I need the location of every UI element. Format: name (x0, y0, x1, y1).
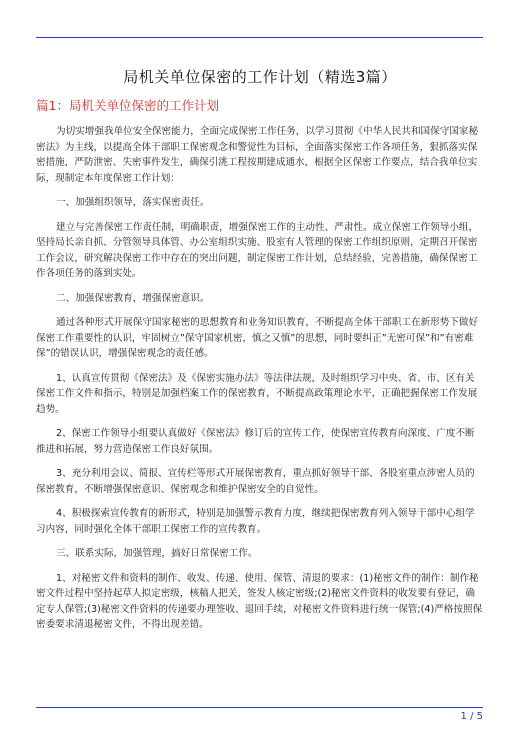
document-body (36, 124, 484, 633)
paragraph-item: 1、对秘密文件和资料的制作、收发、传递、使用、保管、清退的要求：(1)秘密文件的制作：制作秘密文件过程中坚持起草人拟定密级，核稿人把关，签发人核定密级;(2)秘密文件资料的收发要有登记，确定专人保管;(3)秘密文件资料的传递要办理签收、退回手续，对秘密文件资料进行统一保管;(4)严格按照保密委要求清退秘密文件，不得出现差错。 (36, 572, 483, 630)
header-rule (36, 37, 483, 38)
paragraph-body: 通过各种形式开展保守国家秘密的思想教育和业务知识教育，不断提高全体干部职工在新形势下做好保密工作重要性的认识，牢固树立”保守国家机密，慎之又慎”的思想，同时要纠正”无密可保”和”有密难保”的错误认识，增强保密观念的责任感。 (36, 317, 479, 359)
paragraph-heading-3: 三、联系实际，加强管理，搞好日常保密工作。 (56, 548, 258, 559)
document-title: 局机关单位保密的工作计划（精选3篇） (123, 68, 397, 86)
paragraph-heading-2: 二、加强保密教育，增强保密意识。 (56, 292, 210, 304)
paragraph-heading-1: 一、加强组织领导，落实保密责任。 (56, 197, 210, 208)
paragraph-item: 2、保密工作领导小组要认真做好《保密法》修订后的宣传工作，使保密宣传教育向深度、广度不断推进和拓展，努力营造保密工作良好氛围。 (36, 428, 475, 455)
paragraph-item: 1、认真宣传贯彻《保密法》及《保密实施办法》等法律法规，及时组织学习中央、省、市、区有关保密工作文件和指示，特别是加强档案工作的保密教育，不断提高政策理论水平，正确把握保密工作发展趋势。 (36, 372, 478, 415)
footer-rule (36, 707, 483, 708)
paragraph-item: 4、积极探索宣传教育的新形式，特别是加强警示教育力度，继续把保密教育列入领导干部中心组学习内容，同时强化全体干部职工保密工作的宣传教育。 (36, 508, 475, 535)
paragraph-body: 建立与完善保密工作责任制，明确职责，增强保密工作的主动性、严肃性。成立保密工作领导小组，坚持局长亲自抓、分管领导具体管、办公室组织实施、股室有人管理的保密工作组织原则，定期召开保密工作会议，研究解决保密工作中存在的突出问题，制定保密工作计划，总结经验，完善措施，确保保密工作各项任务的落到实处。 (36, 221, 479, 279)
paragraph-intro: 为切实增强我单位安全保密能力，全面完成保密工作任务，以学习贯彻《中华人民共和国保守国家秘密法》为主线，以提高全体干部职工保密观念和警觉性为目标，全面落实保密工作各项任务，狠抓落实保密措施，严防泄密、失密事件发生，确保引洮工程按期建成通水，根据全区保密工作要点，结合我单位实际，现制定本年度保密工作计划： (36, 126, 479, 184)
page-indicator: 1 / 5 (460, 711, 483, 722)
section-heading: 篇1：局机关单位保密的工作计划 (36, 98, 219, 113)
paragraph-item: 3、充分利用会议、简报、宣传栏等形式开展保密教育，重点抓好领导干部、各股室重点涉密人员的保密教育，不断增强保密意识、保密观念和维护保密安全的自觉性。 (36, 468, 475, 495)
